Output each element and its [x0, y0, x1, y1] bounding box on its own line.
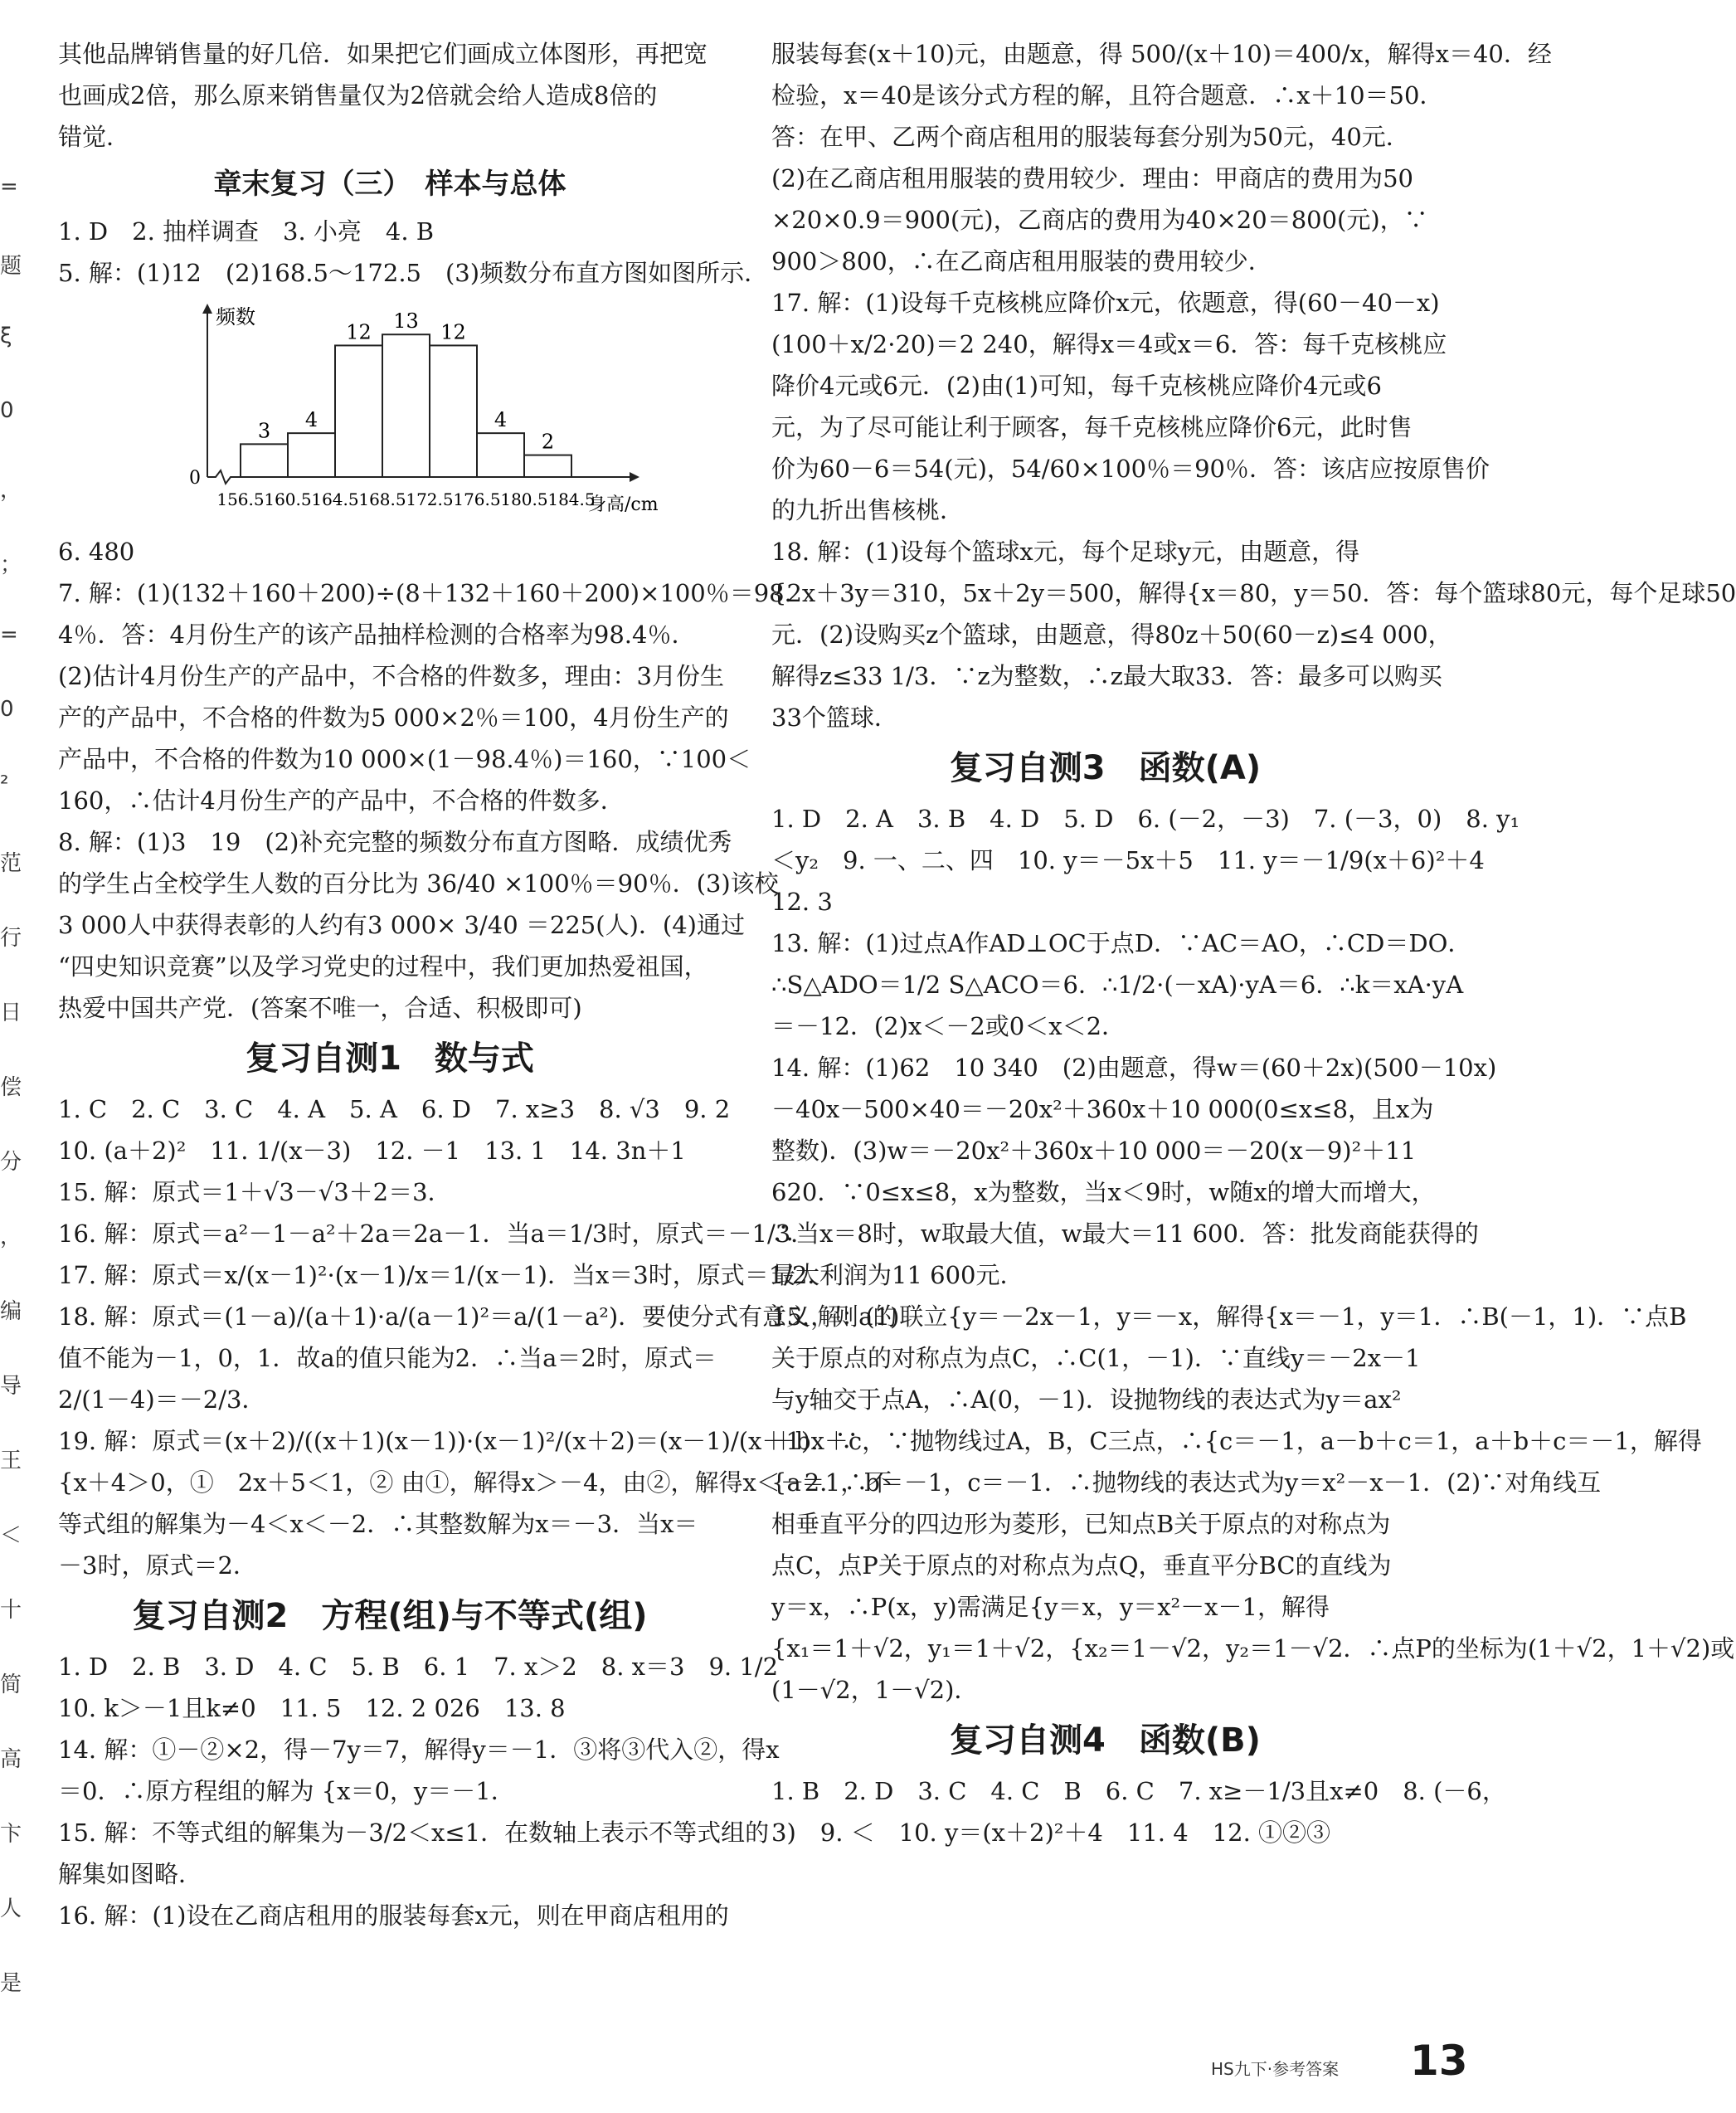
histogram-svg — [158, 299, 738, 523]
x-tick-label: 168.5 — [358, 489, 406, 509]
text-line: (1－√2，1－√2)． — [771, 1676, 979, 1704]
margin-fragment: 简 — [0, 1672, 22, 1697]
x-tick-label: 180.5 — [500, 489, 548, 509]
text-line: 整数)．(3)w＝－20x²＋360x＋10 000＝－20(x－9)²＋11 — [771, 1137, 1417, 1165]
text-line: 15. 解：不等式组的解集为－3/2＜x≤1．在数轴上表示不等式组的 — [58, 1818, 770, 1847]
page-number: 13 — [1410, 2037, 1468, 2085]
text-line: y＝x，∴P(x，y)需满足{y＝x，y＝x²－x－1，解得 — [771, 1593, 1330, 1621]
text-line: 产品中，不合格的件数为10 000×(1－98.4％)＝160，∵100＜ — [58, 745, 751, 773]
text-line: 其他品牌销售量的好几倍．如果把它们画成立体图形，再把宽 — [58, 40, 708, 68]
margin-fragment: 十 — [0, 1598, 22, 1623]
margin-fragment: = — [0, 174, 18, 199]
bar-value-label: 12 — [440, 320, 466, 344]
text-line: 元，为了尽可能让利于顾客，每千克核桃应降价6元，此时售 — [771, 413, 1413, 441]
text-line: 18. 解：原式＝(1－a)/(a＋1)·a/(a－1)²＝a/(1－a²)．要使分式有意义，则a的 — [58, 1302, 897, 1331]
text-line: 解集如图略． — [58, 1860, 203, 1888]
section-heading-test3: 复习自测3 函数(A) — [949, 749, 1262, 787]
margin-fragment: 偿 — [0, 1075, 22, 1100]
margin-fragment: 日 — [0, 1001, 22, 1025]
text-line: 17. 解：原式＝x/(x－1)²·(x－1)/x＝1/(x－1)．当x＝3时，原式＝1/2． — [58, 1261, 832, 1289]
text-line: 的九折出售核桃． — [771, 496, 965, 524]
x-tick-label: 172.5 — [406, 489, 454, 509]
text-line: 8. 解：(1)3 19 (2)补充完整的频数分布直方图略．成绩优秀 — [58, 828, 732, 856]
text-line: (2)估计4月份生产的产品中，不合格的件数多，理由：3月份生 — [58, 662, 724, 690]
text-line: 3 000人中获得表彰的人约有3 000× 3/40 ＝225(人)．(4)通过 — [58, 911, 745, 939]
q16-continued — [771, 33, 1736, 738]
margin-fragment: ξ — [0, 324, 12, 348]
text-line: 14. 解：①－②×2，得－7y＝7，解得y＝－1．③将③代入②，得x — [58, 1736, 780, 1764]
text-line: 点C，点P关于原点的对称点为点Q，垂直平分BC的直线为 — [771, 1551, 1392, 1580]
margin-fragment: 范 — [0, 851, 22, 876]
text-line: －40x－500×40＝－20x²＋360x＋10 000(0≤x≤8，且x为 — [771, 1095, 1434, 1123]
text-line: 620．∵0≤x≤8，x为整数，当x＜9时，w随x的增大而增大， — [771, 1178, 1436, 1206]
text-line: 16. 解：(1)设在乙商店租用的服装每套x元，则在甲商店租用的 — [58, 1901, 729, 1930]
text-line: 160，∴估计4月份生产的产品中，不合格的件数多． — [58, 786, 625, 815]
text-line: 最大利润为11 600元． — [771, 1261, 1024, 1289]
margin-fragment: 分 — [0, 1150, 22, 1175]
margin-fragment: ， — [0, 478, 22, 503]
x-tick-label: 156.5 — [216, 489, 265, 509]
text-line: 10. k＞－1且k≠0 11. 5 12. 2 026 13. 8 — [58, 1694, 566, 1722]
text-line: 等式组的解集为－4＜x＜－2．∴其整数解为x＝－3．当x＝ — [58, 1510, 698, 1538]
text-line: 与y轴交于点A，∴A(0，－1)．设抛物线的表达式为y＝ax² — [771, 1385, 1402, 1414]
text-line: 1. C 2. C 3. C 4. A 5. A 6. D 7. x≥3 8. √3 9. 2 — [58, 1095, 731, 1123]
margin-fragment: 是 — [0, 1971, 22, 1996]
text-line: 3) 9. ＜ 10. y＝(x＋2)²＋4 11. 4 12. ①②③ — [771, 1818, 1331, 1847]
text-line: 值不能为－1，0，1．故a的值只能为2．∴当a＝2时，原式＝ — [58, 1344, 717, 1372]
text-line: (100＋x/2·20)＝2 240，解得x＝4或x＝6．答：每千克核桃应 — [771, 330, 1447, 358]
text-line: 900＞800，∴在乙商店租用服装的费用较少． — [771, 247, 1272, 275]
margin-fragment: 0 — [0, 398, 14, 423]
text-line: ＋bx＋c，∵抛物线过A，B，C三点，∴{c＝－1，a－b＋c＝1，a＋b＋c＝－1，解得 — [771, 1427, 1702, 1455]
text-line: 产的产品中，不合格的件数为5 000×2％＝100，4月份生产的 — [58, 704, 729, 732]
text-line: 1. B 2. D 3. C 4. C B 6. C 7. x≥－1/3且x≠0 8. (－6， — [771, 1777, 1506, 1805]
histogram-bar — [430, 345, 477, 477]
text-line: “四史知识竞赛”以及学习党史的过程中，我们更加热爱祖国， — [58, 952, 708, 981]
bar-value-label: 3 — [257, 419, 271, 443]
text-line: 5. 解：(1)12 (2)168.5～172.5 (3)频数分布直方图如图所示． — [58, 259, 769, 287]
text-line: 解得z≤33 1/3．∵z为整数，∴z最大取33．答：最多可以购买 — [771, 662, 1442, 690]
x-tick-label: 160.5 — [264, 489, 312, 509]
text-line: {a＝1，b＝－1，c＝－1．∴抛物线的表达式为y＝x²－x－1．(2)∵对角线互 — [771, 1468, 1602, 1497]
margin-fragment: ， — [0, 1224, 22, 1249]
text-line: 1. D 2. B 3. D 4. C 5. B 6. 1 7. x＞2 8. x＝3 9. 1/2 — [58, 1653, 779, 1681]
margin-fragment: ² — [0, 772, 9, 796]
right-column — [771, 33, 1736, 1853]
x-tick-label: 184.5 — [547, 489, 596, 509]
x-tick-label: 164.5 — [311, 489, 359, 509]
text-line: 错觉． — [58, 123, 131, 151]
x-axis-label: 身高/cm — [588, 494, 659, 515]
section-heading-ch3: 章末复习（三） 样本与总体 — [213, 168, 567, 201]
test2-answers — [58, 1646, 780, 1936]
text-line: 1. D 2. 抽样调查 3. 小亮 4. B — [58, 217, 435, 246]
text-line: 价为60－6＝54(元)，54/60×100％＝90％．答：该店应按原售价 — [771, 455, 1490, 483]
margin-fragment: = — [0, 622, 18, 647]
margin-fragment: ＜ — [0, 1523, 22, 1548]
margin-fragment: 卞 — [0, 1822, 22, 1847]
text-line: ∴当x＝8时，w取最大值，w最大＝11 600．答：批发商能获得的 — [771, 1220, 1479, 1248]
section-heading-test1: 复习自测1 数与式 — [246, 1039, 534, 1078]
text-line: 答：在甲、乙两个商店租用的服装每套分别为50元，40元． — [771, 123, 1410, 151]
text-line: 热爱中国共产党．(答案不唯一，合适、积极即可) — [58, 994, 582, 1022]
text-line: 15. 解：(1)联立{y＝－2x－1，y＝－x，解得{x＝－1，y＝1．∴B(－1，1)．∵点B — [771, 1302, 1687, 1331]
y-axis-arrow — [202, 304, 212, 314]
text-line: 10. (a＋2)² 11. 1/(x－3) 12. －1 13. 1 14. 3n＋1 — [58, 1137, 686, 1165]
margin-fragment: 0 — [0, 697, 14, 722]
x-axis-arrow — [630, 472, 639, 482]
text-line: 2/(1－4)＝－2/3． — [58, 1385, 266, 1414]
text-line: {2x＋3y＝310，5x＋2y＝500，解得{x＝80，y＝50．答：每个篮球80元，每个足球50 — [771, 579, 1736, 607]
histogram-bar — [335, 345, 382, 477]
test1-answers — [58, 1088, 897, 1586]
margin-fragment: ； — [0, 553, 22, 577]
bar-value-label: 4 — [494, 408, 508, 432]
text-line: 检验，x＝40是该分式方程的解，且符合题意．∴x＋10＝50． — [771, 81, 1444, 110]
text-line: 元．(2)设购买z个篮球，由题意，得80z＋50(60－z)≤4 000， — [771, 621, 1452, 649]
text-line: 降价4元或6元．(2)由(1)可知，每千克核桃应降价4元或6 — [771, 372, 1382, 400]
text-line: ∴S△ADO＝1/2 S△ACO＝6．∴1/2·(－xA)·yA＝6．∴k＝xA·yA — [771, 971, 1464, 999]
bar-value-label: 13 — [393, 309, 419, 334]
test3-answers — [771, 798, 1735, 1711]
text-line: 服装每套(x＋10)元，由题意，得 500/(x＋10)＝400/x，解得x＝40．经 — [771, 40, 1552, 68]
section-heading-test2: 复习自测2 方程(组)与不等式(组) — [132, 1597, 648, 1635]
test4-answers — [771, 1770, 1506, 1853]
text-line: 6. 480 — [58, 538, 135, 566]
margin-fragment: 人 — [0, 1896, 22, 1921]
text-line: {x＋4＞0，① 2x＋5＜1，② 由①，解得x＞－4，由②，解得x＜－2．∴不 — [58, 1468, 892, 1497]
margin-fragment: 王 — [0, 1448, 22, 1473]
bar-value-label: 12 — [346, 320, 372, 344]
x-tick-label: 176.5 — [453, 489, 501, 509]
histogram-bar — [382, 334, 430, 477]
text-line: 4％．答：4月份生产的该产品抽样检测的合格率为98.4％． — [58, 621, 696, 649]
text-line: 也画成2倍，那么原来销售量仅为2倍就会给人造成8倍的 — [58, 81, 658, 110]
origin-label: 0 — [189, 468, 201, 489]
text-line: 19. 解：原式＝(x＋2)/((x＋1)(x－1))·(x－1)²/(x＋2)＝(x－1)/(x＋1)．∵ — [58, 1427, 859, 1455]
y-axis-label: 频数 — [216, 305, 255, 329]
text-line: 12. 3 — [771, 888, 833, 916]
text-line: 关于原点的对称点为点C，∴C(1，－1)．∵直线y＝－2x－1 — [771, 1344, 1421, 1372]
text-line: 18. 解：(1)设每个篮球x元，每个足球y元，由题意，得 — [771, 538, 1360, 566]
text-line: 13. 解：(1)过点A作AD⊥OC于点D．∵AC＝AO，∴CD＝DO． — [771, 929, 1472, 957]
text-line: －3时，原式＝2． — [58, 1551, 257, 1580]
intro-block — [58, 33, 722, 158]
margin-fragment: 导 — [0, 1374, 22, 1399]
histogram-chart — [158, 299, 738, 523]
text-line: 的学生占全校学生人数的百分比为 36/40 ×100％＝90％．(3)该校 — [58, 869, 779, 898]
text-line: 相垂直平分的四边形为菱形，已知点B关于原点的对称点为 — [771, 1510, 1391, 1538]
text-line: 7. 解：(1)(132＋160＋200)÷(8＋132＋160＋200)×100％＝98． — [58, 579, 809, 607]
text-line: 33个篮球． — [771, 704, 898, 732]
text-line: 17. 解：(1)设每千克核桃应降价x元，依题意，得(60－40－x) — [771, 289, 1440, 317]
histogram-bar — [524, 455, 571, 477]
text-line: ×20×0.9＝900(元)，乙商店的费用为40×20＝800(元)，∵ — [771, 206, 1428, 234]
margin-fragment: 题 — [0, 254, 22, 279]
margin-fragment: 高 — [0, 1747, 22, 1772]
bar-value-label: 2 — [541, 430, 555, 454]
bar-value-label: 4 — [304, 408, 319, 432]
section-heading-test4: 复习自测4 函数(B) — [950, 1721, 1261, 1760]
text-line: {x₁＝1＋√2，y₁＝1＋√2，{x₂＝1－√2，y₂＝1－√2．∴点P的坐标为(1＋√2，1＋√2)或 — [771, 1634, 1735, 1663]
text-line: ＝0．∴原方程组的解为 {x＝0，y＝－1． — [58, 1777, 515, 1805]
histogram-bar — [477, 433, 524, 477]
text-line: (2)在乙商店租用服装的费用较少．理由：甲商店的费用为50 — [771, 164, 1413, 192]
margin-fragment: 编 — [0, 1299, 22, 1324]
text-line: ＝－12．(2)x＜－2或0＜x＜2． — [771, 1012, 1126, 1040]
footer-label: HS九下·参考答案 — [1211, 2059, 1340, 2079]
text-line: 14. 解：(1)62 10 340 (2)由题意，得w＝(60＋2x)(500－10x) — [771, 1054, 1497, 1082]
text-line: 16. 解：原式＝a²－1－a²＋2a＝2a－1．当a＝1/3时，原式＝－1/3． — [58, 1220, 815, 1248]
histogram-bar — [288, 433, 335, 477]
histogram-bar — [241, 444, 288, 477]
text-line: 15. 解：原式＝1＋√3－√3＋2＝3． — [58, 1178, 452, 1206]
text-line: ＜y₂ 9. 一、二、四 10. y＝－5x＋5 11. y＝－1/9(x＋6)²＋4 — [771, 846, 1485, 874]
text-line: 1. D 2. A 3. B 4. D 5. D 6. (－2，－3) 7. (－3，0) 8. y₁ — [771, 805, 1520, 833]
margin-fragment: 行 — [0, 926, 22, 951]
